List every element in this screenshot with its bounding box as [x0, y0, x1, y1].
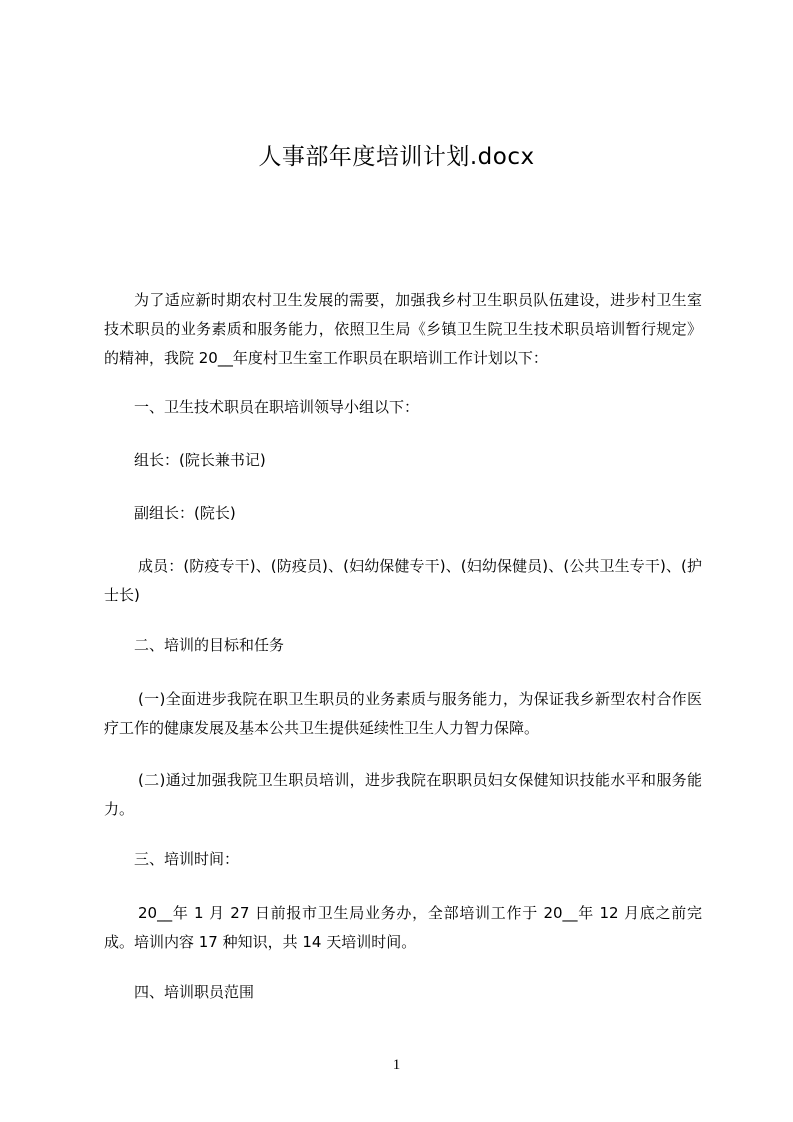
- document-title: 人事部年度培训计划.docx: [258, 144, 535, 170]
- goal-paragraph-1: (一)全面进步我院在职卫生职员的业务素质与服务能力，为保证我乡新型农村合作医疗工作的健康发展及基本公共卫生提供延续性卫生人力智力保障。: [104, 690, 702, 737]
- deputy-leader-line: 副组长：(院长): [134, 504, 236, 522]
- intro-paragraph: 为了适应新时期农村卫生发展的需要，加强我乡村卫生职员队伍建设，进步村卫生室技术职员的业务素质和服务能力，依照卫生局《乡镇卫生院卫生技术职员培训暂行规定》的精神，我院 20__年度村卫生室工作职员在职培训工作计划以下：: [104, 291, 702, 367]
- section-heading-time: 三、培训时间：: [134, 850, 240, 868]
- page-number: 1: [392, 1057, 401, 1073]
- section-heading-scope: 四、培训职员范围: [134, 983, 255, 1001]
- leader-line: 组长：(院长兼书记): [134, 451, 266, 469]
- goal-paragraph-2: (二)通过加强我院卫生职员培训，进步我院在职职员妇女保健知识技能水平和服务能力。: [104, 771, 702, 818]
- time-paragraph: 20__年 1 月 27 日前报市卫生局业务办，全部培训工作于 20__年 12 月底之前完成。培训内容 17 种知识，共 14 天培训时间。: [104, 904, 702, 951]
- section-heading-leadership: 一、卫生技术职员在职培训领导小组以下：: [134, 398, 420, 416]
- members-paragraph: 成员：(防疫专干)、(防疫员)、(妇幼保健专干)、(妇幼保健员)、(公共卫生专干)、(护士长): [104, 557, 702, 604]
- section-heading-goals: 二、培训的目标和任务: [134, 636, 285, 654]
